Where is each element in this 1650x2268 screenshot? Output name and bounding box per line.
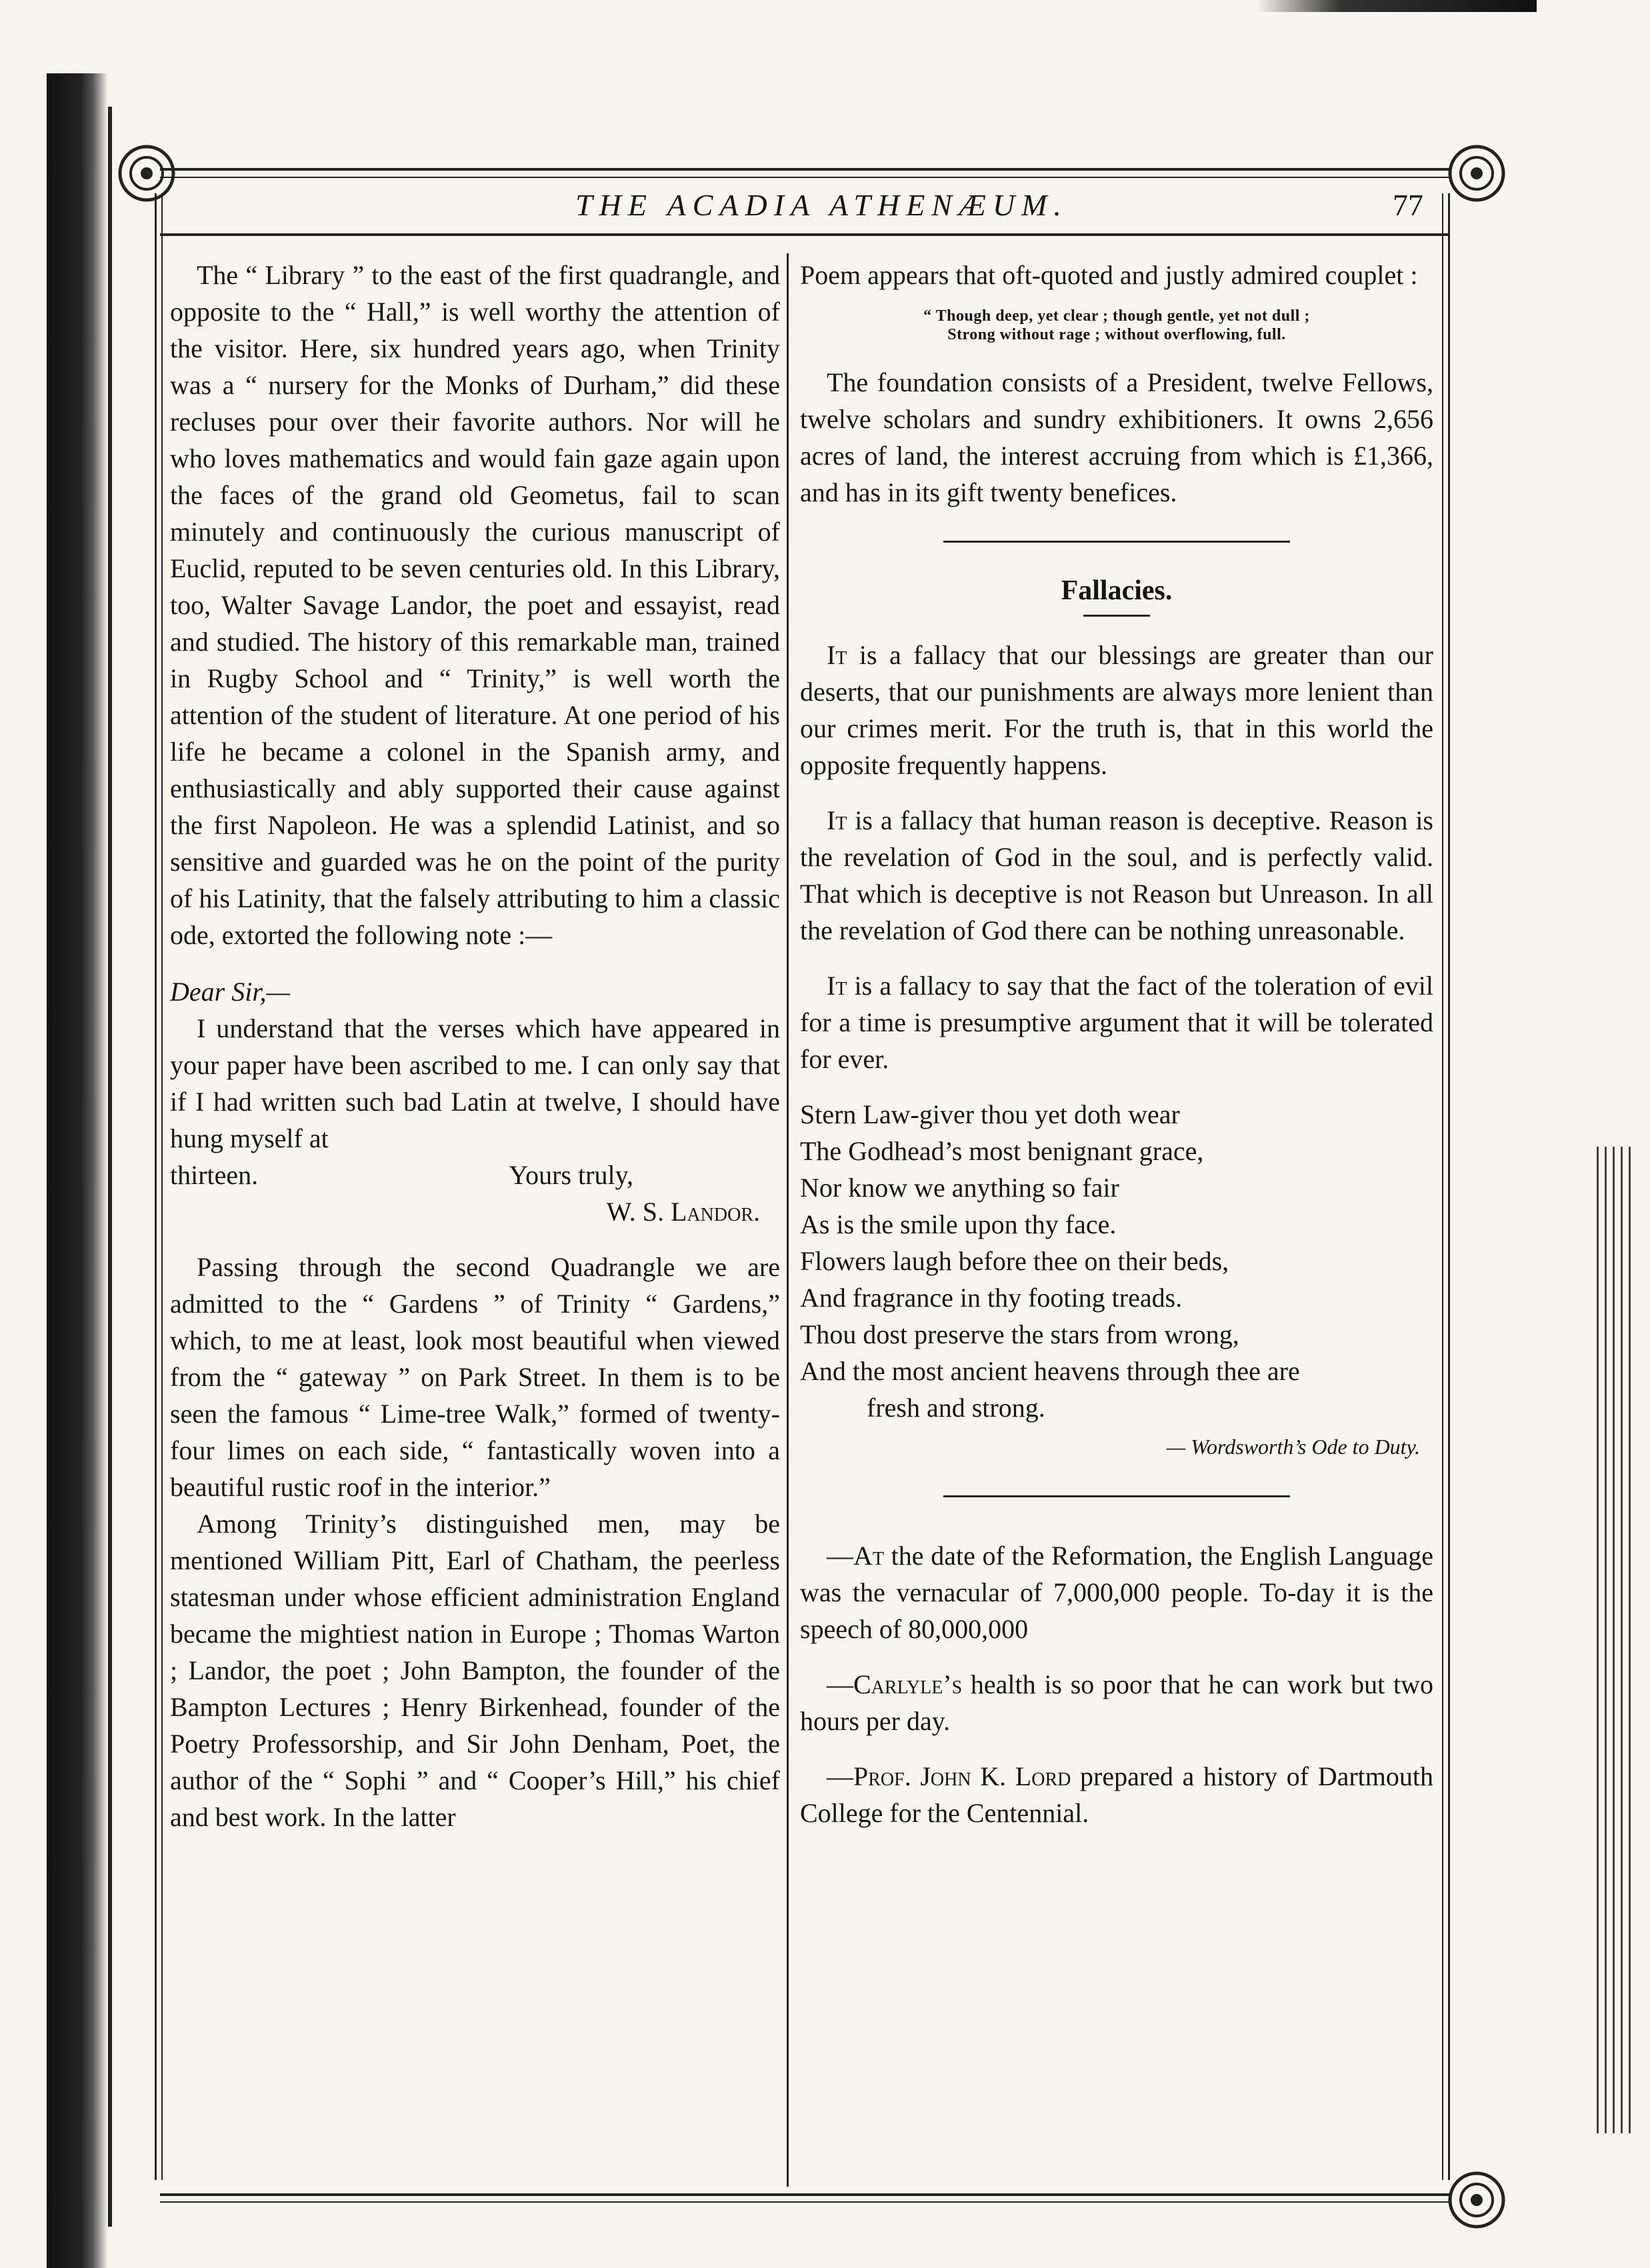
fallacy-paragraph — [800, 802, 1433, 949]
signature-initials: W. S. — [606, 1197, 664, 1227]
note-text: health is so poor that he can work but two hours per day. — [800, 1669, 1433, 1736]
note-text: the date of the Reformation, the English Language was the vernacular of 7,000,000 people. To-day it is the speech of 80,000,000 — [800, 1541, 1433, 1644]
frame-top-rule-thin — [160, 177, 1450, 178]
note-paragraph — [800, 1758, 1433, 1831]
corner-ornament-bottom-right-icon — [1437, 2160, 1517, 2240]
frame-right-rule-thin — [1442, 193, 1443, 2180]
top-edge-rule — [1257, 0, 1537, 12]
fallacy-paragraph — [800, 967, 1433, 1077]
fallacy-lead: It — [827, 640, 847, 670]
note-lead: —Carlyle’s — [827, 1669, 963, 1699]
frame-left-rule-thin — [161, 193, 163, 2180]
column-divider — [787, 253, 789, 2187]
binding-inner-line — [108, 107, 112, 2227]
fallacy-lead: It — [827, 805, 847, 835]
letter-body: I understand that the verses which have appeared in your paper have been ascribed to me. I can only say that if I had written such bad Latin at twelve, I should have hung myself at — [170, 1013, 780, 1153]
fallacy-text: is a fallacy that human reason is deceptive. Reason is the revelation of God in the soul, and is perfectly valid. That which is deceptive is not Reason but Unreason. In all the revelation of God there can be nothing unreasonable. — [800, 805, 1433, 945]
letter-last-word: thirteen. — [170, 1160, 259, 1190]
fallacy-lead: It — [827, 971, 847, 1001]
poem-line: Thou dost preserve the stars from wrong, — [800, 1319, 1239, 1349]
binding-edge — [47, 73, 108, 2268]
poem — [800, 1096, 1433, 1426]
letter-closing: Yours truly, — [509, 1160, 633, 1190]
foundation-paragraph: The foundation consists of a President, twelve Fellows, twelve scholars and sundry exhibitioners. It owns 2,656 acres of land, the interest accruing from which is £1,366, and has in its gift twenty benefices. — [800, 367, 1433, 507]
fallacy-text: is a fallacy to say that the fact of the toleration of evil for a time is presumptive argument that it will be tolerated for ever. — [800, 971, 1433, 1074]
frame-bottom-rule — [160, 2193, 1450, 2196]
poem-line: fresh and strong. — [867, 1393, 1045, 1423]
library-paragraph: The “ Library ” to the east of the first quadrangle, and opposite to the “ Hall,” is well worthy the attention of the visitor. Here, six hundred years ago, when Trinity was a “ nursery for the Monks of Durham,” did these recluses pour over their favorite authors. Nor will he who loves mathematics and would fain gaze again upon the faces of the grand old Geometus, fail to scan minutely and continuously the curious manuscript of Euclid, reputed to be seven centuries old. In this Library, too, Walter Savage Landor, the poet and essayist, read and studied. The history of this remarkable man, trained in Rugby School and “ Trinity,” is well worth the attention of the student of literature. At one period of his life he became a colonel in the Spanish army, and enthusiastically and ably supported their cause against the first Napoleon. He was a splendid Latinist, and so sensitive and guarded was he on the point of the purity of his Latinity, that the falsely attributing to him a classic ode, extorted the following note :— — [170, 260, 780, 950]
left-column — [170, 257, 780, 1835]
poem-line: The Godhead’s most benignant grace, — [800, 1136, 1204, 1166]
journal-title: THE ACADIA ATHENÆUM. — [575, 187, 1068, 222]
poem-line: Stern Law-giver thou yet doth wear — [800, 1099, 1180, 1129]
note-paragraph — [800, 1537, 1433, 1647]
letter-sign-off — [170, 1157, 780, 1193]
section-divider — [943, 1495, 1290, 1497]
fallacy-paragraph — [800, 637, 1433, 783]
fallacy-text: is a fallacy that our blessings are greater than our deserts, that our punishments are always more lenient than our crimes merit. For the truth is, that in this world the opposite frequently happens. — [800, 640, 1433, 780]
right-column — [800, 257, 1433, 1831]
frame-left-rule — [155, 193, 157, 2180]
poem-line: Nor know we anything so fair — [800, 1173, 1119, 1203]
poem-line: Flowers laugh before thee on their beds, — [800, 1246, 1229, 1276]
note-text: prepared a history of Dartmouth College for the Centennial. — [800, 1761, 1433, 1828]
corner-ornament-top-right-icon — [1437, 133, 1517, 213]
signature-name: Landor. — [671, 1197, 760, 1227]
poem-attribution: — Wordsworth’s Ode to Duty. — [1166, 1435, 1420, 1459]
frame-top-rule — [160, 168, 1450, 171]
section-divider — [943, 541, 1290, 543]
right-margin-lines — [1597, 1147, 1637, 2133]
note-lead: —Prof. John K. Lord — [827, 1761, 1071, 1791]
page-number: 77 — [1393, 187, 1423, 222]
couplet-line: Strong without rage ; without overflowing, full. — [947, 326, 1286, 343]
corner-ornament-top-left-icon — [107, 133, 187, 213]
letter-salutation: Dear Sir,— — [170, 977, 291, 1007]
note-lead: —At — [827, 1541, 884, 1571]
poem-line: And fragrance in thy footing treads. — [800, 1283, 1183, 1313]
note-paragraph — [800, 1666, 1433, 1739]
running-head — [180, 181, 1423, 228]
frame-bottom-rule-thin — [160, 2201, 1450, 2203]
gardens-paragraph: Passing through the second Quadrangle we are admitted to the “ Gardens ” of Trinity “ Gardens,” which, to me at least, look most beautiful when viewed from the “ gateway ” on Park Street. In them is to be seen the famous “ Lime-tree Walk,” formed of twenty-four limes on each side, “ fantastically woven into a beautiful rustic roof in the interior.” — [170, 1252, 780, 1502]
poem-line: And the most ancient heavens through thee are — [800, 1356, 1300, 1386]
frame-right-rule — [1448, 193, 1450, 2180]
poem-line: As is the smile upon thy face. — [800, 1209, 1117, 1239]
letter-signature — [170, 1193, 780, 1230]
couplet — [800, 307, 1433, 344]
distinguished-men-paragraph: Among Trinity’s distinguished men, may be mentioned William Pitt, Earl of Chatham, the peerless statesman under whose efficient administration England became the mightiest nation in Europe ; Thomas Warton ; Landor, the poet ; John Bampton, the founder of the Bampton Lectures ; Henry Birkenhead, founder of the Poetry Professorship, and Sir John Denham, Poet, the author of the “ Sophi ” and “ Cooper’s Hill,” his chief and best work. In the latter — [170, 1509, 780, 1832]
frame-header-rule — [160, 233, 1450, 236]
couplet-line: “ Though deep, yet clear ; though gentle, yet not dull ; — [923, 307, 1310, 325]
title-underline — [1083, 615, 1150, 617]
section-title: Fallacies. — [1061, 575, 1173, 606]
couplet-intro-paragraph: Poem appears that oft-quoted and justly admired couplet : — [800, 260, 1418, 290]
